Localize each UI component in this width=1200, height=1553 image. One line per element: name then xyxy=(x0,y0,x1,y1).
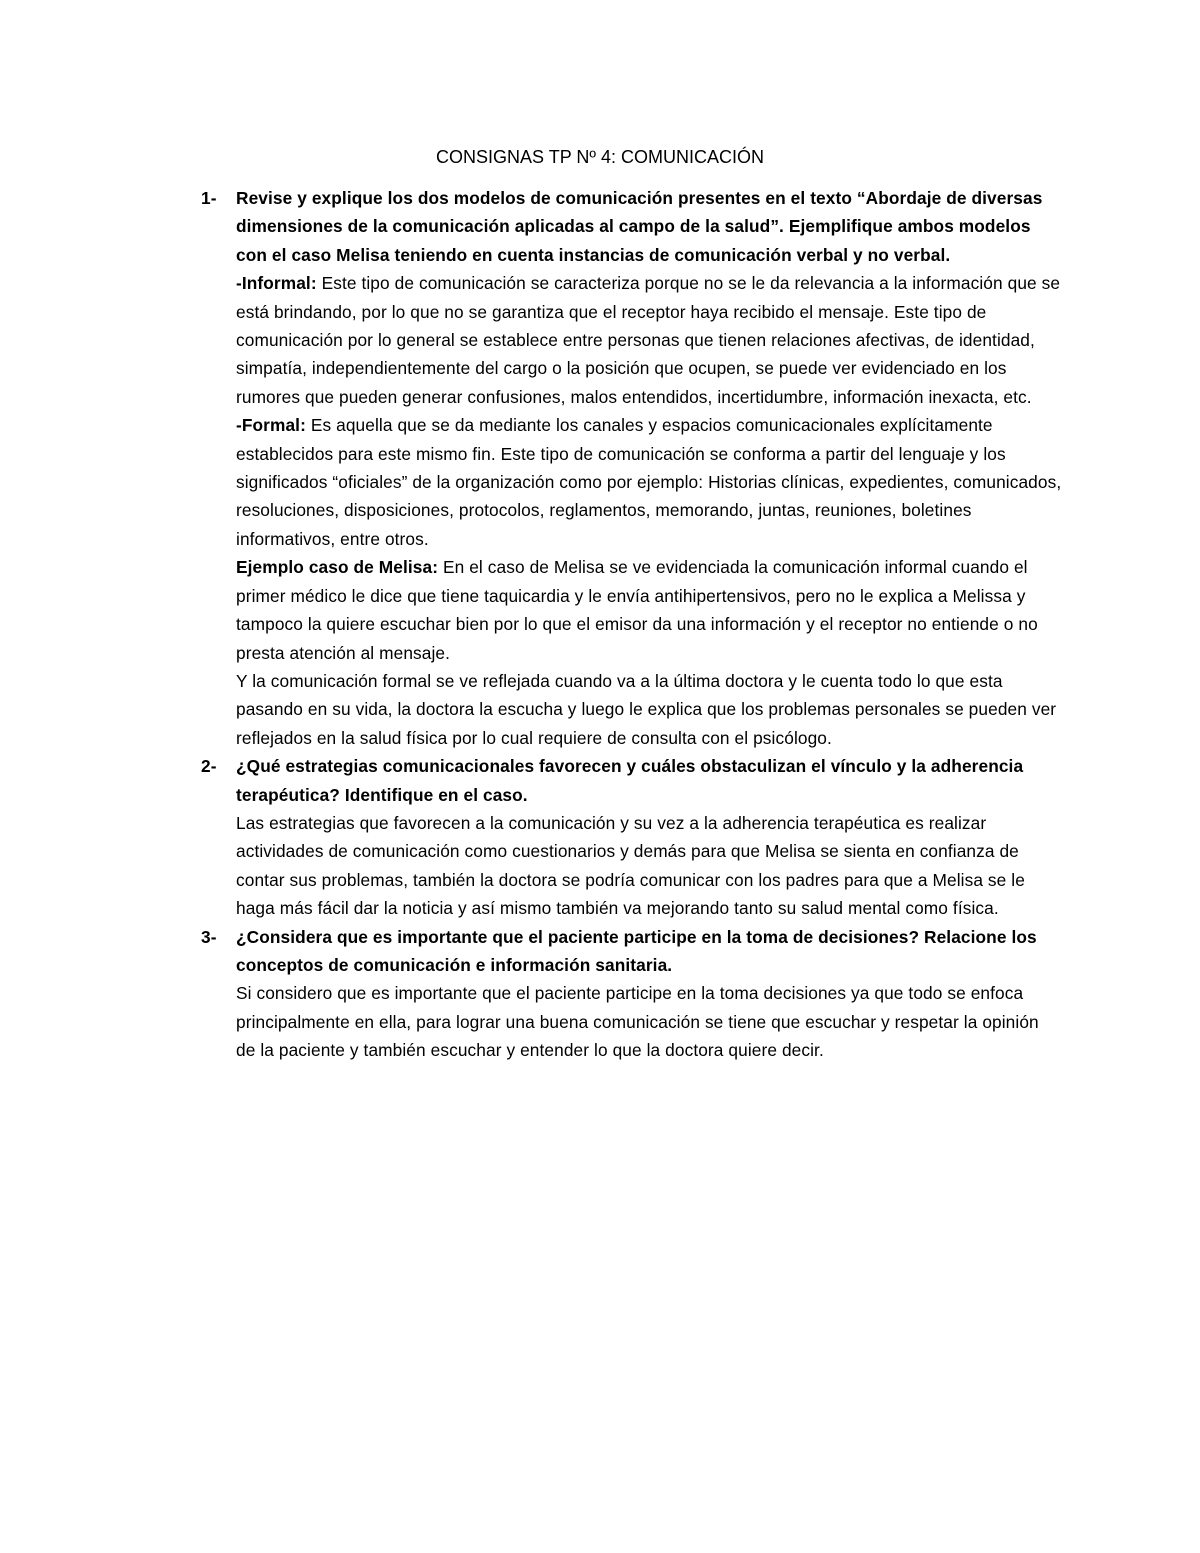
example-label: Ejemplo caso de Melisa: xyxy=(236,557,439,578)
question-text: ¿Considera que es importante que el paciente participe en la toma de decisiones? Relacione los conceptos de comunicación e información sanitaria. xyxy=(236,926,1037,975)
formal-label: -Formal: xyxy=(236,415,306,436)
answer-paragraph: Si considero que es importante que el paciente participe en la toma decisiones ya que todo se enfoca principalmente en ella, para lograr una buena comunicación se tiene que escuchar y respetar la opinión de la paciente y también escuchar y entender lo que la doctora quiere decir. xyxy=(236,983,1039,1061)
closing-paragraph: Y la comunicación formal se ve reflejada cuando va a la última doctora y le cuenta todo lo que esta pasando en su vida, la doctora la escucha y luego le explica que los problemas personales se pueden ver reflejados en la salud física por lo cual requiere de consulta con el psicólogo. xyxy=(236,670,1057,748)
question-item-1 xyxy=(201,184,1062,752)
question-item-2 xyxy=(201,752,1062,922)
informal-paragraph xyxy=(236,269,1062,411)
question-number: 1- xyxy=(201,188,217,208)
example-paragraph xyxy=(236,553,1062,667)
formal-text: Es aquella que se da mediante los canales y espacios comunicacionales explícitamente establecidos para este mismo fin. Este tipo de comunicación se conforma a partir del lenguaje y los significados “oficiales” de la organización como por ejemplo: Historias clínicas, expedientes, comunicados, resoluciones, disposiciones, protocolos, reglamentos, memorando, juntas, reuniones, boletines informativos, entre otros. xyxy=(236,415,1062,549)
example-text: En el caso de Melisa se ve evidenciada la comunicación informal cuando el primer médico le dice que tiene taquicardia y le envía antihipertensivos, pero no le explica a Melissa y tampoco la quiere escuchar bien por lo que el emisor da una información y el receptor no entiende o no presta atención al mensaje. xyxy=(236,557,1038,663)
document-body xyxy=(201,184,1062,1065)
formal-paragraph xyxy=(236,411,1062,553)
document-title: CONSIGNAS TP Nº 4: COMUNICACIÓN xyxy=(436,147,764,167)
question-item-3 xyxy=(201,923,1062,1065)
question-number: 3- xyxy=(201,926,217,947)
question-text: Revise y explique los dos modelos de comunicación presentes en el texto “Abordaje de diversas dimensiones de la comunicación aplicadas al campo de la salud”. Ejemplifique ambos modelos con el caso Melisa teniendo en cuenta instancias de comunicación verbal y no verbal. xyxy=(236,188,1043,265)
question-text: ¿Qué estrategias comunicacionales favorecen y cuáles obstaculizan el vínculo y la adherencia terapéutica? Identifique en el caso. xyxy=(236,756,1024,805)
informal-text: Este tipo de comunicación se caracteriza porque no se le da relevancia a la información que se está brindando, por lo que no se garantiza que el receptor haya recibido el mensaje. Este tipo de comunicación por lo general se establece entre personas que tienen relaciones afectivas, de identidad, simpatía, independientemente del cargo o la posición que ocupen, se puede ver evidenciado en los rumores que pueden generar confusiones, malos entendidos, incertidumbre, información inexacta, etc. xyxy=(236,273,1061,407)
informal-label: -Informal: xyxy=(236,273,317,294)
question-number: 2- xyxy=(201,756,217,777)
answer-paragraph: Las estrategias que favorecen a la comunicación y su vez a la adherencia terapéutica es realizar actividades de comunicación como cuestionarios y demás para que Melisa se sienta en confianza de contar sus problemas, también la doctora se podría comunicar con los padres para que a Melisa se le haga más fácil dar la noticia y así mismo también va mejorando tanto su salud mental como física. xyxy=(236,812,1025,919)
